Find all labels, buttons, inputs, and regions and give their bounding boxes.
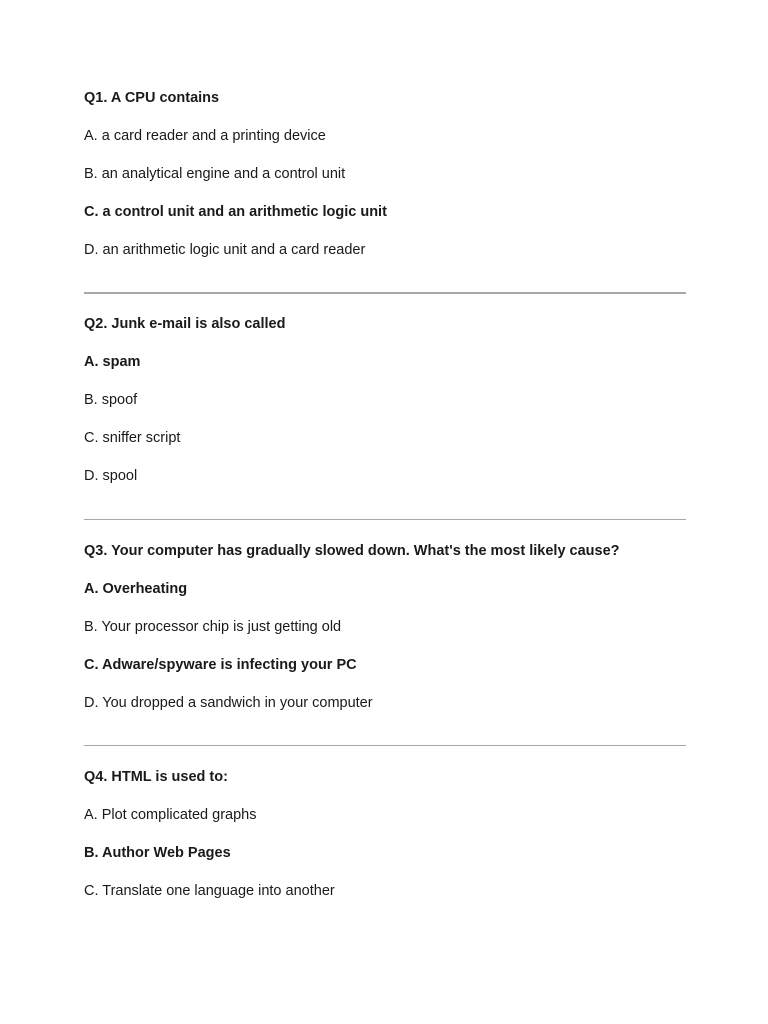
section-divider — [84, 745, 686, 746]
answer-option-correct: A. Overheating — [84, 581, 188, 597]
answer-option: D. spool — [84, 468, 138, 484]
answer-option: C. sniffer script — [84, 430, 181, 446]
section-divider — [84, 519, 686, 520]
question-block-1 — [84, 87, 686, 277]
question-block-2 — [84, 313, 686, 503]
question-block-4 — [84, 766, 686, 918]
answer-option: C. Translate one language into another — [84, 883, 335, 899]
answer-option-correct: C. Adware/spyware is infecting your PC — [84, 657, 357, 673]
answer-option-correct: B. Author Web Pages — [84, 845, 231, 861]
answer-option: B. Your processor chip is just getting old — [84, 619, 342, 635]
answer-option-correct: A. spam — [84, 354, 141, 370]
answer-option: A. Plot complicated graphs — [84, 807, 257, 823]
question-block-3 — [84, 540, 686, 730]
answer-option-correct: C. a control unit and an arithmetic logic unit — [84, 204, 387, 220]
question-text: Q3. Your computer has gradually slowed down. What's the most likely cause? — [84, 543, 620, 559]
question-text: Q1. A CPU contains — [84, 90, 220, 106]
question-text: Q4. HTML is used to: — [84, 769, 228, 785]
answer-option: A. a card reader and a printing device — [84, 128, 326, 144]
answer-option: D. an arithmetic logic unit and a card reader — [84, 242, 366, 258]
answer-option: D. You dropped a sandwich in your computer — [84, 695, 373, 711]
answer-option: B. spoof — [84, 392, 138, 408]
answer-option: B. an analytical engine and a control unit — [84, 166, 346, 182]
question-text: Q2. Junk e-mail is also called — [84, 316, 286, 332]
section-divider — [84, 292, 686, 294]
